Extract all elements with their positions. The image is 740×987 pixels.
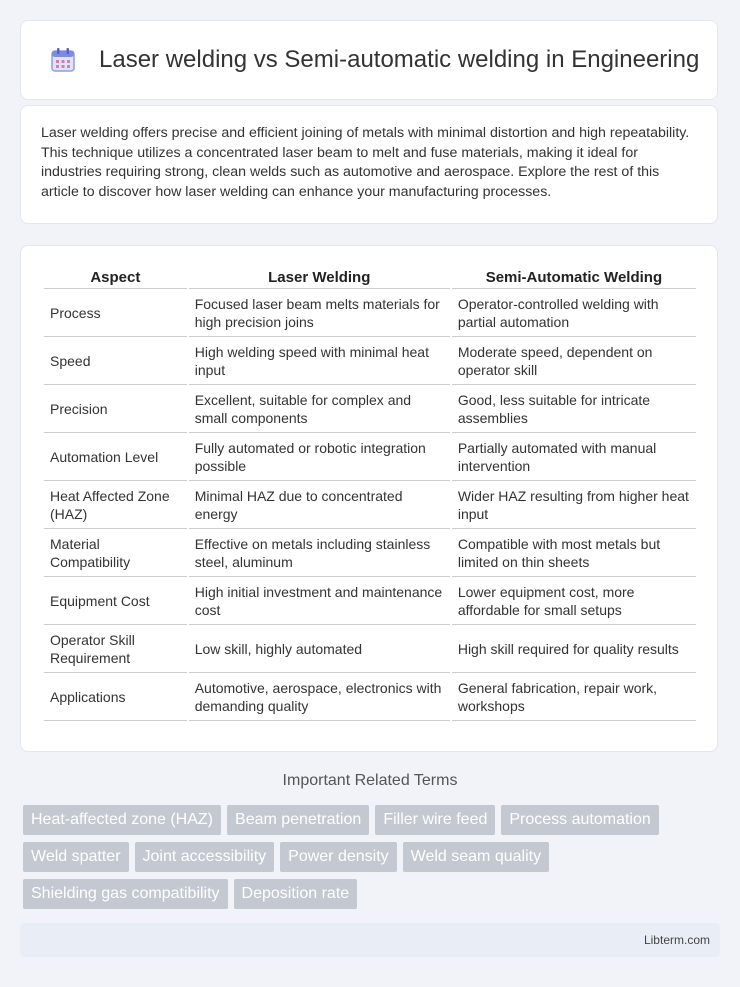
table-cell: Automotive, aerospace, electronics with demanding quality [189,673,450,721]
footer-site-link[interactable]: Libterm.com [643,933,710,947]
calendar-icon [49,46,77,74]
table-cell: Heat Affected Zone (HAZ) [44,481,187,529]
table-cell: Process [44,289,187,337]
table-cell: Good, less suitable for intricate assemblies [452,385,696,433]
related-term-tag[interactable]: Weld seam quality [403,842,549,872]
table-cell: Speed [44,337,187,385]
page-title: Laser welding vs Semi-automatic welding in Engineering [99,46,700,73]
table-cell: Lower equipment cost, more affordable for small setups [452,577,696,625]
table-cell: General fabrication, repair work, workshops [452,673,696,721]
column-header: Semi-Automatic Welding [452,266,696,289]
comparison-table [42,266,698,721]
table-cell: Focused laser beam melts materials for high precision joins [189,289,450,337]
related-term-tag[interactable]: Process automation [501,805,658,835]
table-cell: Low skill, highly automated [189,625,450,673]
related-term-tag[interactable]: Shielding gas compatibility [23,879,228,909]
header-card [20,20,718,100]
related-term-tag[interactable]: Beam penetration [227,805,369,835]
related-term-tag[interactable]: Deposition rate [234,879,358,909]
table-row [44,577,696,625]
table-row [44,529,696,577]
table-row [44,673,696,721]
table-cell: Material Compatibility [44,529,187,577]
table-row [44,481,696,529]
table-cell: High welding speed with minimal heat input [189,337,450,385]
intro-text: Laser welding offers precise and efficient joining of metals with minimal distortion and high repeatability. This technique utilizes a concentrated laser beam to melt and fuse materials, making it ideal for industries requiring strong, clean welds such as automotive and aerospace. Explore the rest of this article to discover how laser welding can enhance your manufacturing processes. [41,125,690,200]
table-cell: Automation Level [44,433,187,481]
table-cell: Equipment Cost [44,577,187,625]
comparison-table-card [20,245,718,752]
table-row [44,385,696,433]
table-cell: Precision [44,385,187,433]
related-term-tag[interactable]: Joint accessibility [135,842,275,872]
table-cell: Moderate speed, dependent on operator skill [452,337,696,385]
related-terms-title: Important Related Terms [282,772,458,789]
table-row [44,289,696,337]
table-cell: Wider HAZ resulting from higher heat input [452,481,696,529]
related-term-tag[interactable]: Filler wire feed [375,805,495,835]
intro-card [20,105,718,224]
table-cell: High skill required for quality results [452,625,696,673]
related-term-tag[interactable]: Heat-affected zone (HAZ) [23,805,221,835]
table-header-row [44,266,696,289]
table-cell: Effective on metals including stainless steel, aluminum [189,529,450,577]
table-cell: Operator-controlled welding with partial automation [452,289,696,337]
table-cell: Operator Skill Requirement [44,625,187,673]
table-cell: Partially automated with manual intervention [452,433,696,481]
table-cell: Fully automated or robotic integration possible [189,433,450,481]
table-cell: High initial investment and maintenance cost [189,577,450,625]
table-cell: Minimal HAZ due to concentrated energy [189,481,450,529]
table-row [44,625,696,673]
table-cell: Applications [44,673,187,721]
column-header: Laser Welding [189,266,450,289]
column-header: Aspect [44,266,187,289]
related-term-tag[interactable]: Weld spatter [23,842,129,872]
table-cell: Compatible with most metals but limited on thin sheets [452,529,696,577]
related-term-tag[interactable]: Power density [280,842,397,872]
table-row [44,337,696,385]
table-row [44,433,696,481]
related-terms-list [23,805,723,909]
footer [20,923,720,957]
table-cell: Excellent, suitable for complex and small components [189,385,450,433]
